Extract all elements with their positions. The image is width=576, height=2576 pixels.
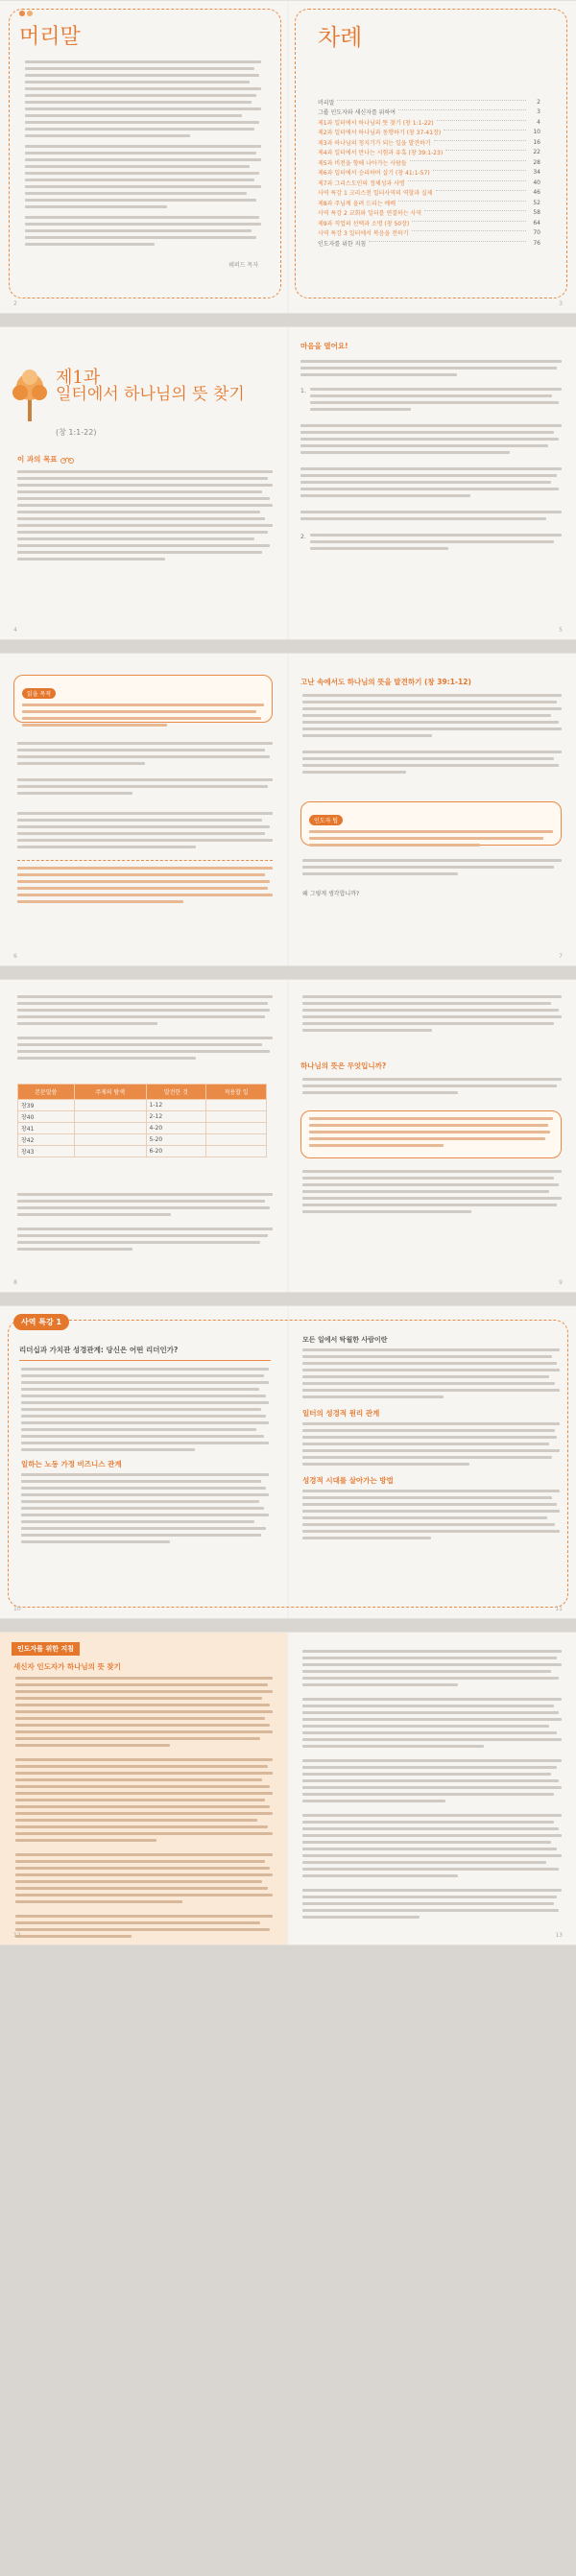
table-cell: 창41 [18, 1123, 75, 1134]
table-header-cell: 본문말씀 [18, 1085, 75, 1100]
toc-leader-dots [437, 120, 526, 121]
preface-page [0, 1, 287, 313]
table-page [0, 980, 287, 1292]
tip-note [300, 1110, 562, 1158]
table-cell [74, 1134, 146, 1146]
toc-item[interactable] [318, 157, 540, 168]
guide-body-2 [302, 1650, 562, 1922]
guide-heading: 새신자 인도자가 하나님의 뜻 찾기 [13, 1662, 121, 1671]
toc-item-label: 제3과 하나님의 청지기가 되는 일을 발견하기 [318, 139, 431, 147]
toc-item[interactable] [318, 198, 540, 208]
toc-item-label: 사역 특강 2 교회와 일터를 연결하는 사역 [318, 210, 421, 218]
page-number: 13 [555, 1932, 563, 1939]
toc-item-page: 4 [537, 118, 540, 126]
section-body-2 [302, 859, 562, 897]
table-cell [74, 1146, 146, 1157]
spread-leader-guide [0, 1632, 576, 1945]
bicycle-icon [60, 456, 74, 464]
lesson-label: 제1과 [56, 368, 101, 388]
toc-item-page: 22 [533, 149, 540, 156]
toc-item-label: 제4과 일터에서 만나는 시험과 유혹 (창 39:1-23) [318, 150, 444, 157]
table-cell [206, 1123, 267, 1134]
toc-leader-dots [424, 210, 526, 211]
toc-item-page: 76 [533, 239, 540, 247]
page-number: 10 [13, 1606, 21, 1612]
toc-item-label: 제9과 직업의 선택과 소명 (창 50장) [318, 220, 410, 227]
table-cell: 6-20 [146, 1146, 206, 1157]
spread-lecture [0, 1305, 576, 1619]
section-body [302, 995, 562, 1036]
table-cell: 창40 [18, 1111, 75, 1123]
section-heading: 하나님의 뜻은 무엇입니까? [300, 1061, 387, 1070]
table-cell [74, 1111, 146, 1123]
lesson-title: 일터에서 하나님의 뜻 찾기 [56, 385, 245, 404]
toc-leader-dots [412, 221, 526, 222]
preface-author: 쉐퍼드 목자 [228, 262, 258, 269]
table-intro [17, 995, 273, 1063]
leader-tip-note [300, 801, 562, 846]
lesson-page-2 [289, 327, 576, 639]
toc-item-page: 52 [533, 199, 540, 206]
page-number: 4 [13, 627, 17, 633]
toc-item-label: 머리말 [318, 99, 335, 107]
lecture-divider [19, 1360, 271, 1361]
toc-item-label: 인도자를 위한 지침 [318, 240, 367, 248]
page-number: 11 [555, 1606, 563, 1612]
toc-item-label: 제6과 일터에서 승리하며 살기 (창 41:1-57) [318, 170, 430, 178]
question-number: 1. [300, 388, 306, 394]
goal-heading: 이 과의 목표 [17, 455, 58, 464]
page-number: 2 [13, 300, 17, 307]
toc-leader-dots [434, 140, 526, 141]
tree-icon [10, 366, 50, 423]
toc-item[interactable] [318, 107, 540, 118]
toc-item-label: 제1과 일터에서 하나님의 뜻 찾기 (창 1:1-22) [318, 119, 434, 127]
lecture-subheading: 모든 일에서 탁월한 사람이란 [302, 1336, 388, 1344]
lecture-subheading: 일하는 노동 가정 비즈니스 관계 [21, 1460, 122, 1468]
tip-tag: 인도자 팁 [309, 815, 343, 825]
toc-item-label: 제2과 일터에서 하나님과 동행하기 (창 37-41장) [318, 130, 442, 137]
toc-item[interactable] [318, 208, 540, 219]
toc-item-page: 16 [533, 138, 540, 146]
toc-page [289, 1, 576, 313]
spread-3 [0, 653, 576, 966]
table-cell: 창39 [18, 1100, 75, 1111]
table-header-cell: 발견한 것 [146, 1085, 206, 1100]
table-cell [74, 1123, 146, 1134]
study-table [17, 1084, 267, 1157]
toc-list [318, 97, 540, 249]
lesson-page [0, 327, 287, 639]
toc-leader-dots [398, 201, 526, 202]
content-page [0, 654, 287, 966]
guide-body [15, 1677, 273, 1942]
lesson-ref: (창 1:1-22) [56, 428, 97, 437]
toc-item-label: 제7과 그리스도인의 정체성과 사명 [318, 179, 405, 187]
page-number: 7 [559, 953, 563, 960]
question-number: 2. [300, 534, 306, 540]
toc-item-page: 40 [533, 179, 540, 186]
toc-leader-dots [398, 109, 526, 110]
spread-4 [0, 979, 576, 1293]
lecture-subheading: 성경적 시대를 살아가는 방법 [302, 1476, 394, 1485]
table-row [18, 1100, 267, 1111]
spread-preface-toc [0, 0, 576, 314]
note-tag: 읽을 목적 [22, 688, 56, 699]
section-body-3 [302, 1170, 562, 1217]
preface-title: 머리말 [19, 25, 81, 49]
toc-item-label: 사역 특강 1 크리스천 일터사역의 역할과 실제 [318, 190, 433, 198]
lecture-subheading: 일터의 성경적 원리 관계 [302, 1409, 380, 1418]
table-row [18, 1111, 267, 1123]
toc-item[interactable] [318, 228, 540, 239]
page-number: 3 [559, 300, 563, 307]
table-cell: 창42 [18, 1134, 75, 1146]
table-cell: 1-12 [146, 1100, 206, 1111]
toc-item[interactable] [318, 218, 540, 228]
table-cell: 4-20 [146, 1123, 206, 1134]
toc-leader-dots [410, 160, 526, 161]
toc-title: 차례 [318, 24, 363, 51]
content-page-2 [289, 654, 576, 966]
section-body-2 [302, 1078, 562, 1098]
guide-page [0, 1633, 287, 1944]
toc-leader-dots [445, 150, 526, 151]
toc-item-label: 제8과 주님께 올려 드리는 예배 [318, 200, 396, 207]
toc-item-page: 70 [533, 229, 540, 237]
toc-item-page: 34 [533, 169, 540, 177]
lesson-goal [17, 454, 273, 564]
table-cell [74, 1100, 146, 1111]
toc-leader-dots [433, 170, 526, 171]
table-row [18, 1123, 267, 1134]
toc-item-page: 58 [533, 209, 540, 217]
purpose-note [13, 675, 273, 723]
flower-ornament [19, 11, 33, 16]
spread-lesson1 [0, 326, 576, 640]
toc-item[interactable] [318, 97, 540, 107]
toc-item-label: 사역 특강 3 일터에서 복음을 전하기 [318, 230, 409, 238]
section-heading: 고난 속에서도 하나님의 뜻을 발견하기 (창 39:1-12) [300, 678, 471, 686]
table-header-cell: 주제의 탐색 [74, 1085, 146, 1100]
table-cell [206, 1100, 267, 1111]
toc-leader-dots [369, 241, 526, 242]
toc-item-page: 2 [537, 98, 540, 106]
lecture-body-2 [302, 1335, 560, 1543]
lecture-page [0, 1306, 287, 1618]
toc-item[interactable] [318, 117, 540, 128]
toc-item-page: 3 [537, 108, 540, 116]
toc-item[interactable] [318, 188, 540, 199]
page-number: 5 [559, 627, 563, 633]
preface-body [25, 60, 261, 253]
lecture-tag: 사역 특강 1 [13, 1314, 69, 1330]
toc-item[interactable] [318, 178, 540, 188]
toc-leader-dots [436, 190, 526, 191]
content-page-4 [289, 980, 576, 1292]
toc-leader-dots [444, 130, 526, 131]
toc-item-page: 28 [533, 158, 540, 166]
guide-tag: 인도자를 위한 지침 [12, 1642, 80, 1656]
page-number: 12 [13, 1932, 21, 1939]
table-cell [206, 1111, 267, 1123]
table-row [18, 1134, 267, 1146]
toc-item[interactable] [318, 128, 540, 138]
page-number: 6 [13, 953, 17, 960]
page-number: 9 [559, 1279, 563, 1286]
toc-leader-dots [408, 180, 526, 181]
toc-item[interactable] [318, 148, 540, 158]
toc-item-label: 그룹 인도자와 새신자를 위하여 [318, 109, 396, 117]
table-header-row [18, 1085, 267, 1100]
toc-item[interactable] [318, 168, 540, 179]
open-body [300, 360, 562, 554]
lecture-title: 리더십과 가치관 성경관계: 당신은 어떤 리더인가? [19, 1346, 179, 1354]
toc-leader-dots [337, 100, 526, 101]
table-row [18, 1146, 267, 1157]
content-body [17, 742, 273, 907]
table-outro [17, 1193, 273, 1254]
closing-question: 왜 그렇게 생각합니까? [302, 891, 360, 897]
toc-leader-dots [412, 230, 527, 231]
lecture-body [21, 1368, 269, 1547]
toc-item[interactable] [318, 137, 540, 148]
table-cell [206, 1134, 267, 1146]
toc-item-page: 64 [533, 219, 540, 227]
toc-item[interactable] [318, 238, 540, 249]
section-body [302, 694, 562, 777]
table-cell: 창43 [18, 1146, 75, 1157]
toc-item-label: 제5과 비전을 향해 나아가는 사람들 [318, 159, 407, 167]
table-header-cell: 적용할 일 [206, 1085, 267, 1100]
page-number: 8 [13, 1279, 17, 1286]
lecture-page-2 [289, 1306, 576, 1618]
guide-page-2 [289, 1633, 576, 1944]
toc-item-page: 10 [533, 129, 540, 136]
table-cell: 2-12 [146, 1111, 206, 1123]
toc-item-page: 46 [533, 189, 540, 197]
table-cell: 5-20 [146, 1134, 206, 1146]
table-cell [206, 1146, 267, 1157]
open-heart-heading: 마음을 열어요! [300, 342, 348, 350]
